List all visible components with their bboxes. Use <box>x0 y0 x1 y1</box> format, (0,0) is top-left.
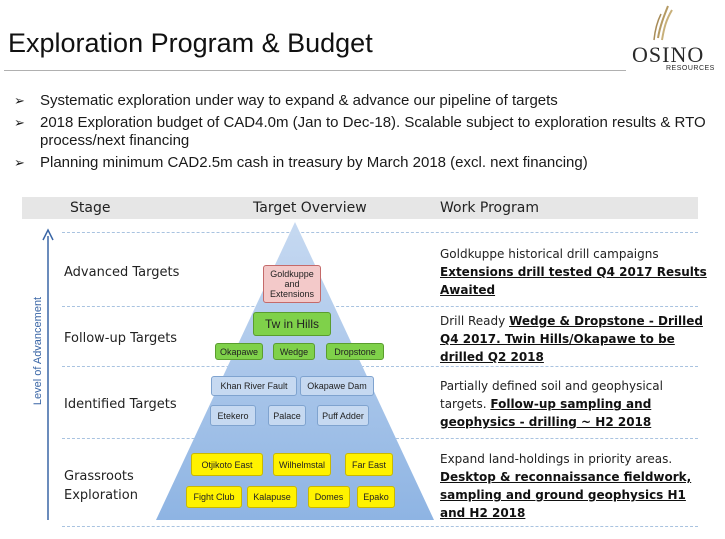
work-follow-up <box>440 312 710 366</box>
bullet-text: 2018 Exploration budget of CAD4.0m (Jan to Dec-18). Scalable subject to exploration results & RTO process/next financing <box>40 114 706 149</box>
target-fight-club: Fight Club <box>186 486 242 508</box>
work-advanced-bold: Extensions drill tested Q4 2017 Results Awaited <box>440 265 707 297</box>
bullet-text: Systematic exploration under way to expand & advance our pipeline of targets <box>40 92 558 109</box>
target-puff-adder: Puff Adder <box>317 405 369 426</box>
page-title: Exploration Program & Budget <box>8 28 373 58</box>
target-twin-hills: Tw in Hills <box>253 312 331 336</box>
header-stage: Stage <box>70 200 111 216</box>
target-goldkuppe-line3: Extensions <box>269 289 315 299</box>
target-far-east: Far East <box>345 453 393 476</box>
work-grassroots-bold: Desktop & reconnaissance fieldwork, sampling and ground geophysics H1 and H2 2018 <box>440 470 692 520</box>
work-advanced <box>440 245 710 299</box>
target-dropstone: Dropstone <box>326 343 384 360</box>
target-kalapuse: Kalapuse <box>247 486 297 508</box>
target-wilhelmstal: Wilhelmstal <box>273 453 331 476</box>
logo-subtitle: RESOURCES <box>666 65 715 72</box>
title-divider <box>4 70 626 71</box>
arrow-bullet-icon: ➢ <box>14 155 25 170</box>
stage-grassroots-line2: Exploration <box>64 488 138 503</box>
target-okapawe: Okapawe <box>215 343 263 360</box>
stage-grassroots-line1: Grassroots <box>64 469 134 484</box>
row-divider <box>62 526 698 527</box>
target-khan-river-fault: Khan River Fault <box>211 376 297 396</box>
target-domes: Domes <box>308 486 350 508</box>
work-identified <box>440 377 710 431</box>
axis-label: Level of Advancement <box>32 296 44 406</box>
company-logo <box>628 4 722 78</box>
target-etekero: Etekero <box>210 405 256 426</box>
target-otjikoto-east: Otjikoto East <box>191 453 263 476</box>
header-target-overview: Target Overview <box>253 200 367 216</box>
target-okapawe-dam: Okapawe Dam <box>300 376 374 396</box>
work-grassroots <box>440 450 710 522</box>
target-goldkuppe-line2: and <box>284 279 300 289</box>
work-identified-plain: Partially defined soil and geophysical targets. <box>440 379 663 411</box>
work-identified-bold: Follow-up sampling and geophysics - drilling ~ H2 2018 <box>440 397 652 429</box>
bullet-item <box>14 154 714 172</box>
work-advanced-plain: Goldkuppe historical drill campaigns <box>440 247 659 261</box>
header-work-program: Work Program <box>440 200 539 216</box>
target-wedge: Wedge <box>273 343 315 360</box>
work-follow-up-plain: Drill Ready <box>440 314 510 328</box>
bullet-item <box>14 92 714 110</box>
target-goldkuppe <box>263 265 321 303</box>
stage-advanced: Advanced Targets <box>64 265 180 280</box>
stage-identified: Identified Targets <box>64 397 177 412</box>
target-goldkuppe-line1: Goldkuppe <box>270 269 314 279</box>
arrow-bullet-icon: ➢ <box>14 115 25 130</box>
arrow-bullet-icon: ➢ <box>14 93 25 108</box>
bullet-text: Planning minimum CAD2.5m cash in treasury by March 2018 (excl. next financing) <box>40 154 588 171</box>
work-follow-up-bold: Wedge & Dropstone - Drilled Q4 2017. Twin Hills/Okapawe to be drilled Q2 2018 <box>440 314 703 364</box>
work-grassroots-plain: Expand land-holdings in priority areas. <box>440 452 673 466</box>
target-epako: Epako <box>357 486 395 508</box>
stage-follow-up: Follow-up Targets <box>64 331 178 346</box>
target-palace: Palace <box>268 405 306 426</box>
logo-name: OSINO <box>632 42 705 67</box>
stage-grassroots <box>64 467 138 505</box>
bullet-item <box>14 114 714 150</box>
bullet-list <box>14 92 714 176</box>
